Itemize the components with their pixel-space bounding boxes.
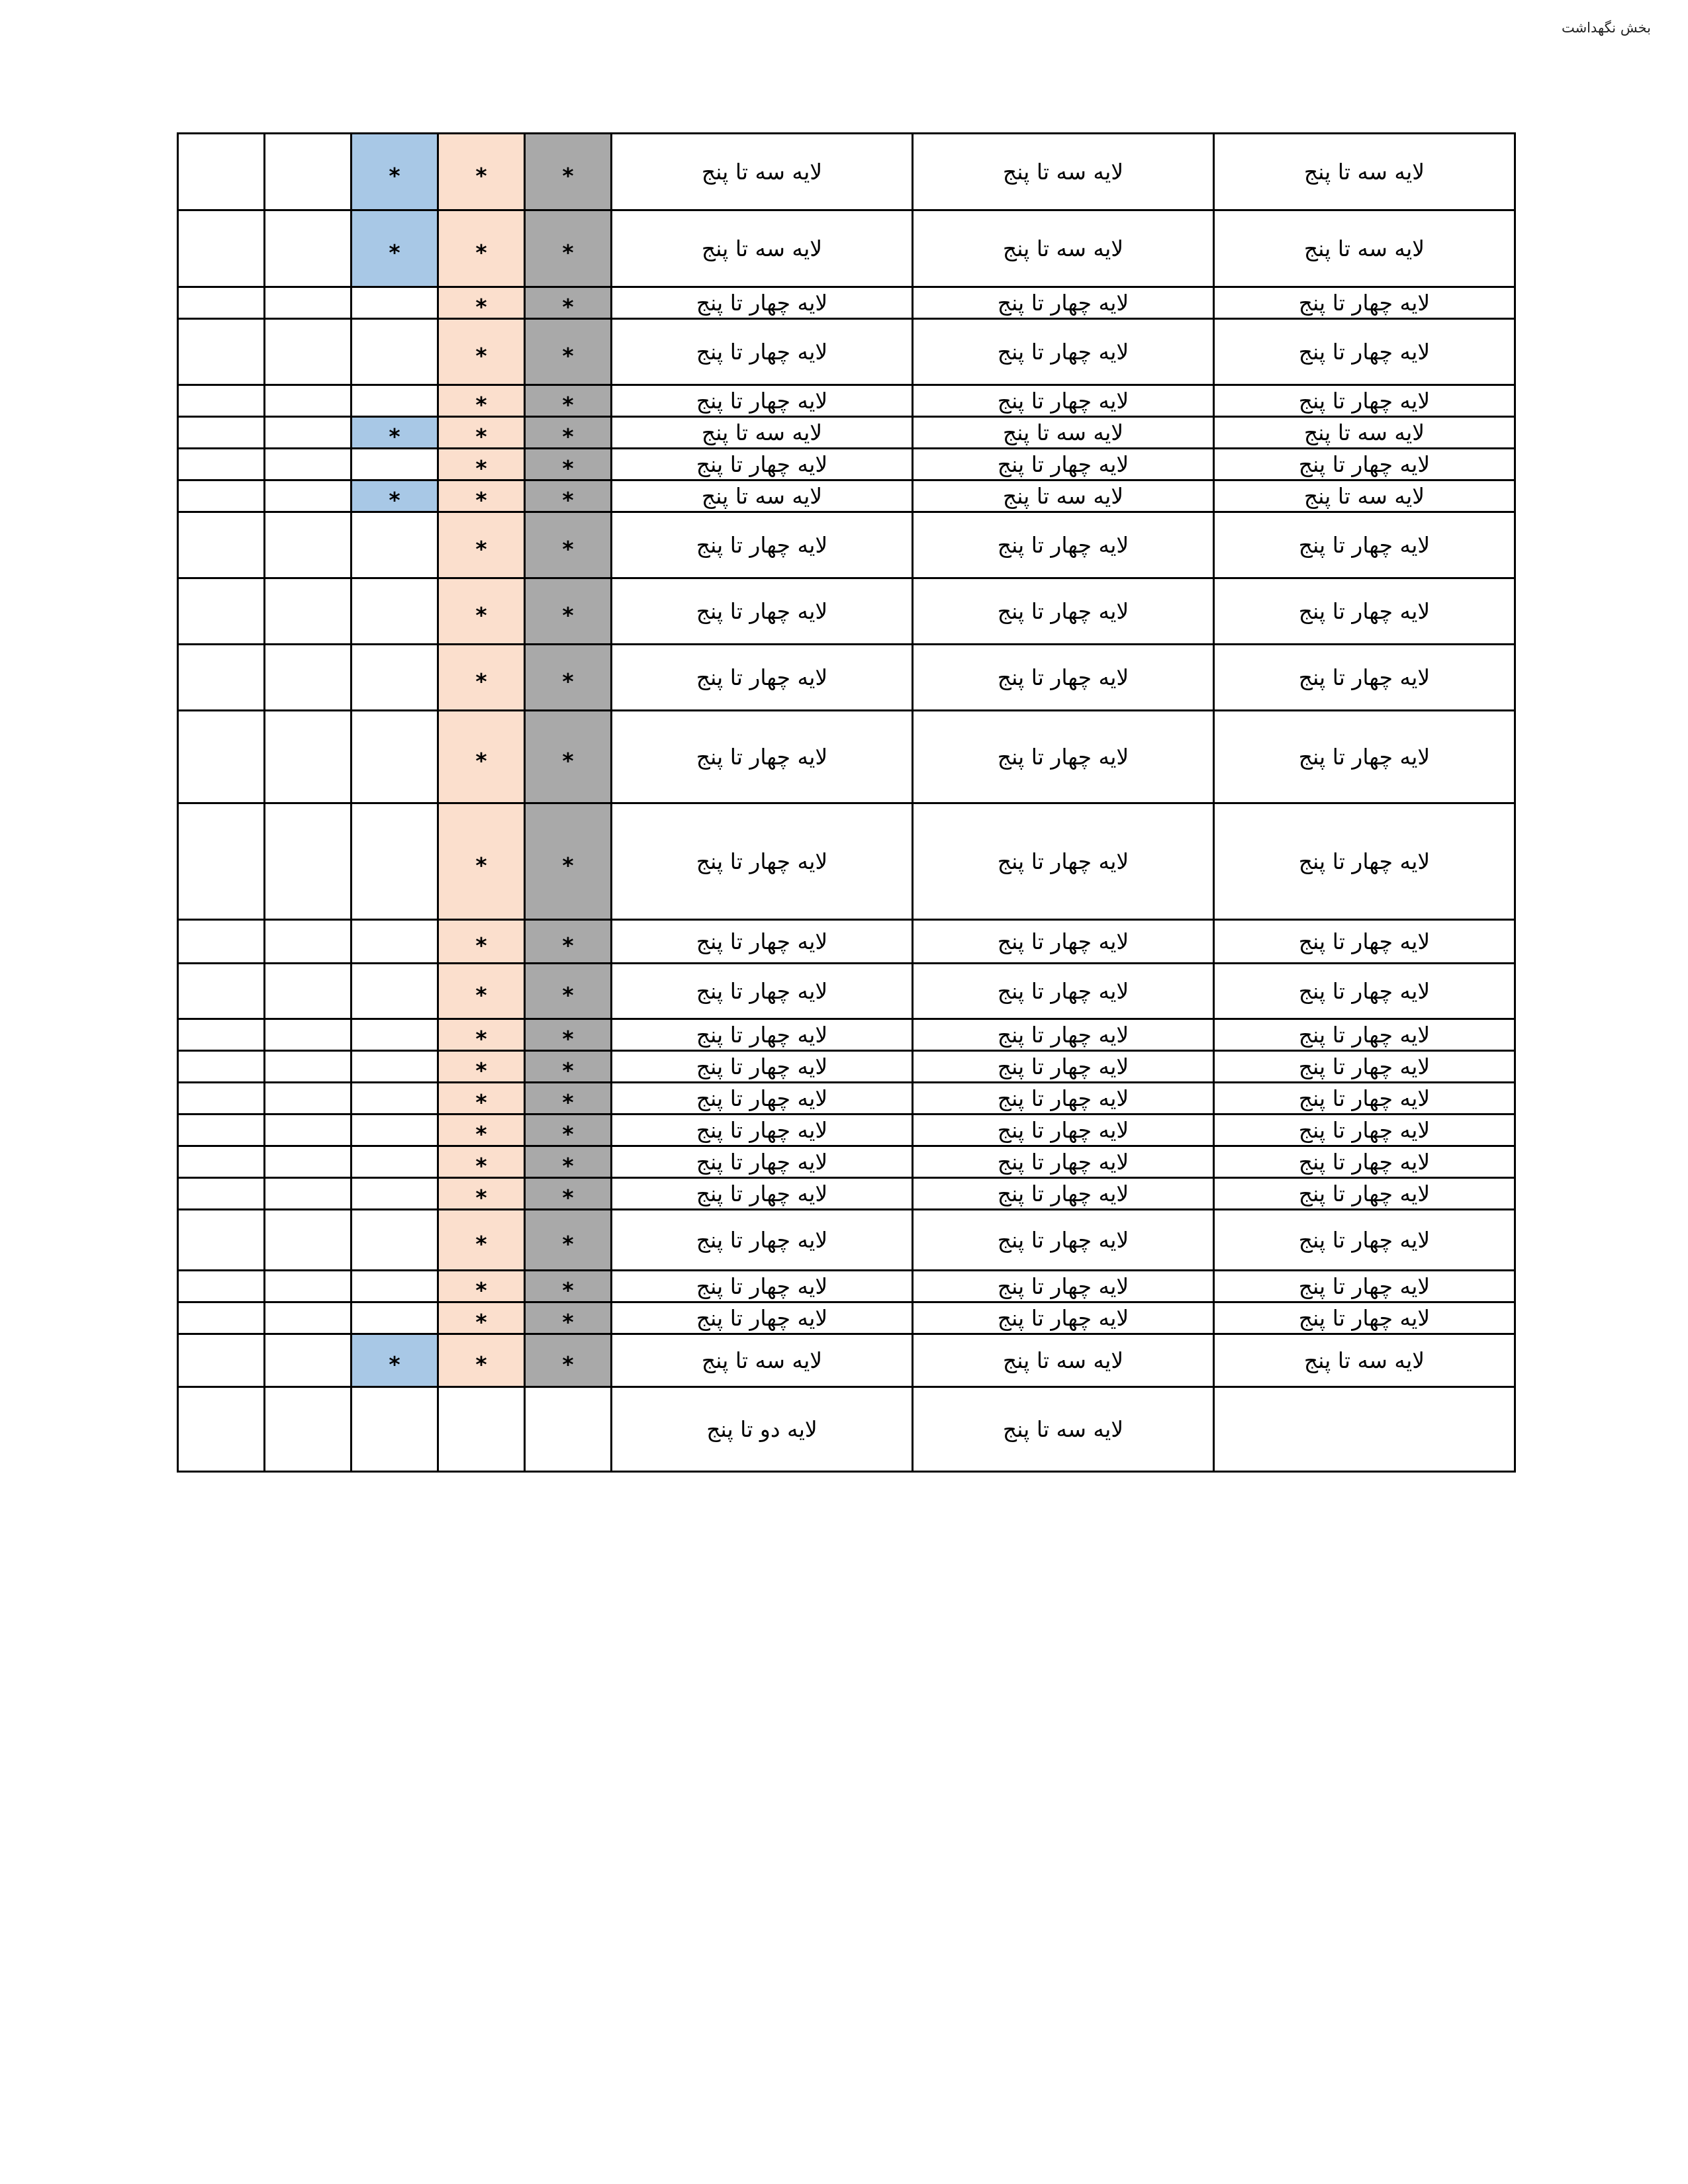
star-icon: * <box>389 239 400 265</box>
table-row <box>178 449 1515 480</box>
table-cell-text: لایه چهار تا پنج <box>1214 578 1515 645</box>
table-cell-mark <box>438 512 525 578</box>
table-row <box>178 1271 1515 1302</box>
table-cell-mark <box>352 1302 438 1334</box>
star-icon: * <box>475 1057 487 1083</box>
table-cell-mark <box>438 1178 525 1210</box>
table-row <box>178 385 1515 417</box>
table-cell-text: لایه چهار تا پنج <box>913 1146 1214 1178</box>
table-body <box>178 134 1515 1472</box>
table-cell-text: لایه چهار تا پنج <box>913 319 1214 385</box>
table-cell-mark <box>178 417 265 449</box>
table-cell-text: لایه چهار تا پنج <box>1214 449 1515 480</box>
table-cell-text: لایه سه تا پنج <box>913 1334 1214 1387</box>
table-cell-mark <box>178 134 265 210</box>
table-cell-mark <box>265 1302 352 1334</box>
table-cell-mark <box>525 1334 612 1387</box>
table-cell-text: لایه چهار تا پنج <box>612 1019 913 1051</box>
table-cell-mark <box>525 1387 612 1472</box>
star-icon: * <box>562 932 574 958</box>
table-cell-mark <box>265 417 352 449</box>
star-icon: * <box>475 668 487 694</box>
table-cell-mark <box>525 1210 612 1271</box>
star-icon: * <box>562 1351 574 1377</box>
table-row <box>178 512 1515 578</box>
table-cell-mark <box>525 210 612 287</box>
table-cell-mark <box>178 803 265 920</box>
star-icon: * <box>475 342 487 369</box>
star-icon: * <box>475 1230 487 1257</box>
table-cell-mark <box>265 1146 352 1178</box>
table-cell-text: لایه چهار تا پنج <box>913 287 1214 319</box>
table-cell-mark <box>352 578 438 645</box>
table-cell-text: لایه چهار تا پنج <box>612 512 913 578</box>
table-row <box>178 1146 1515 1178</box>
table-cell-text: لایه چهار تا پنج <box>612 711 913 803</box>
table-cell-text: لایه چهار تا پنج <box>1214 1019 1515 1051</box>
table-row <box>178 134 1515 210</box>
star-icon: * <box>475 391 487 418</box>
star-icon: * <box>389 486 400 513</box>
table-cell-mark <box>438 134 525 210</box>
table-cell-mark <box>265 1178 352 1210</box>
table-cell-mark <box>525 964 612 1019</box>
table-cell-mark <box>265 964 352 1019</box>
table-cell-mark <box>525 512 612 578</box>
table-cell-mark <box>178 480 265 512</box>
table-row <box>178 920 1515 964</box>
table-cell-text: لایه چهار تا پنج <box>612 1115 913 1146</box>
table-cell-mark <box>178 1210 265 1271</box>
table-cell-mark <box>525 711 612 803</box>
table-cell-mark <box>178 385 265 417</box>
table-cell-mark <box>178 319 265 385</box>
star-icon: * <box>475 239 487 265</box>
table-row <box>178 1115 1515 1146</box>
table-row <box>178 711 1515 803</box>
table-cell-mark <box>352 512 438 578</box>
table-cell-mark <box>352 964 438 1019</box>
table-cell-mark <box>438 964 525 1019</box>
page-header <box>0 13 1688 66</box>
table-cell-mark <box>525 319 612 385</box>
table-cell-text: لایه چهار تا پنج <box>1214 1302 1515 1334</box>
table-cell-text: لایه چهار تا پنج <box>913 1178 1214 1210</box>
star-icon: * <box>562 852 574 878</box>
star-icon: * <box>562 1057 574 1083</box>
table-cell-text: لایه چهار تا پنج <box>913 964 1214 1019</box>
star-icon: * <box>562 1120 574 1147</box>
table-cell-mark <box>265 711 352 803</box>
table-cell-mark <box>525 1302 612 1334</box>
star-icon: * <box>475 1351 487 1377</box>
star-icon: * <box>562 668 574 694</box>
star-icon: * <box>475 1089 487 1115</box>
star-icon: * <box>389 1351 400 1377</box>
table-cell-mark <box>178 1083 265 1115</box>
table-cell-mark <box>178 1146 265 1178</box>
table-cell-text: لایه چهار تا پنج <box>1214 385 1515 417</box>
table-cell-text: لایه چهار تا پنج <box>913 1271 1214 1302</box>
table-cell-text: لایه چهار تا پنج <box>1214 1210 1515 1271</box>
table-cell-mark <box>352 803 438 920</box>
table-cell-text: لایه سه تا پنج <box>1214 134 1515 210</box>
table-cell-text: لایه چهار تا پنج <box>612 1210 913 1271</box>
table-cell-mark <box>352 1083 438 1115</box>
table-cell-text: لایه چهار تا پنج <box>1214 1178 1515 1210</box>
table-cell-text: لایه سه تا پنج <box>913 134 1214 210</box>
table-cell-mark <box>352 1334 438 1387</box>
table-cell-mark <box>178 1115 265 1146</box>
star-icon: * <box>562 1025 574 1052</box>
table-cell-text: لایه دو تا پنج <box>612 1387 913 1472</box>
table-cell-mark <box>438 1210 525 1271</box>
table-cell-mark <box>525 1271 612 1302</box>
star-icon: * <box>562 342 574 369</box>
table-cell-mark <box>525 385 612 417</box>
table-cell-text: لایه سه تا پنج <box>612 210 913 287</box>
table-cell-text: لایه سه تا پنج <box>1214 1334 1515 1387</box>
table-cell-text: لایه چهار تا پنج <box>1214 1271 1515 1302</box>
table-cell-text: لایه چهار تا پنج <box>612 1271 913 1302</box>
table-cell-mark <box>352 385 438 417</box>
table-cell-text: لایه سه تا پنج <box>913 480 1214 512</box>
star-icon: * <box>562 747 574 774</box>
table-cell-text: لایه چهار تا پنج <box>612 803 913 920</box>
table-row <box>178 1083 1515 1115</box>
table-cell-mark <box>265 287 352 319</box>
table-cell-text: لایه سه تا پنج <box>612 480 913 512</box>
table-cell-text: لایه چهار تا پنج <box>913 920 1214 964</box>
table-cell-mark <box>438 1051 525 1083</box>
star-icon: * <box>562 1089 574 1115</box>
table-cell-mark <box>525 134 612 210</box>
star-icon: * <box>475 162 487 189</box>
table-cell-mark <box>265 1083 352 1115</box>
table-cell-mark <box>525 417 612 449</box>
table-cell-mark <box>525 578 612 645</box>
star-icon: * <box>475 852 487 878</box>
table-row <box>178 1019 1515 1051</box>
table-cell-text: لایه چهار تا پنج <box>1214 711 1515 803</box>
table-cell-mark <box>525 1115 612 1146</box>
star-icon: * <box>562 602 574 628</box>
table-cell-mark <box>438 417 525 449</box>
table-cell-mark <box>352 1210 438 1271</box>
table-cell-mark <box>178 1387 265 1472</box>
star-icon: * <box>475 455 487 481</box>
star-icon: * <box>475 486 487 513</box>
table-cell-text: لایه چهار تا پنج <box>612 1051 913 1083</box>
star-icon: * <box>475 293 487 320</box>
table-cell-mark <box>352 1271 438 1302</box>
table-cell-mark <box>178 1178 265 1210</box>
table-cell-mark <box>265 803 352 920</box>
star-icon: * <box>475 423 487 449</box>
table-cell-mark <box>178 287 265 319</box>
table-cell-mark <box>178 645 265 711</box>
table-cell-mark <box>265 449 352 480</box>
table-cell-mark <box>438 711 525 803</box>
star-icon: * <box>475 535 487 562</box>
table-cell-mark <box>352 645 438 711</box>
table-cell-mark <box>178 711 265 803</box>
table-cell-text: لایه سه تا پنج <box>612 417 913 449</box>
table-cell-mark <box>438 1146 525 1178</box>
star-icon: * <box>475 602 487 628</box>
table-cell-mark <box>438 1387 525 1472</box>
table-cell-text: لایه چهار تا پنج <box>612 578 913 645</box>
table-cell-text: لایه سه تا پنج <box>1214 210 1515 287</box>
star-icon: * <box>562 1152 574 1179</box>
star-icon: * <box>562 1184 574 1210</box>
table-cell-text: لایه چهار تا پنج <box>913 449 1214 480</box>
table-cell-text: لایه چهار تا پنج <box>1214 645 1515 711</box>
table-cell-mark <box>438 1019 525 1051</box>
table-cell-text: لایه چهار تا پنج <box>612 645 913 711</box>
table-cell-text: لایه چهار تا پنج <box>1214 920 1515 964</box>
table-cell-mark <box>178 1302 265 1334</box>
table-cell-mark <box>525 803 612 920</box>
table-cell-mark <box>438 1302 525 1334</box>
table-cell-text: لایه چهار تا پنج <box>612 385 913 417</box>
table-cell-mark <box>525 287 612 319</box>
table-cell-mark <box>525 449 612 480</box>
table-cell-mark <box>265 1019 352 1051</box>
table-row <box>178 210 1515 287</box>
table-cell-mark <box>352 287 438 319</box>
table-cell-mark <box>438 480 525 512</box>
table-row <box>178 417 1515 449</box>
table-cell-mark <box>265 645 352 711</box>
star-icon: * <box>475 932 487 958</box>
table-cell-mark <box>525 645 612 711</box>
table-cell-text: لایه سه تا پنج <box>1214 480 1515 512</box>
table-row <box>178 803 1515 920</box>
table-cell-mark <box>265 920 352 964</box>
table-cell-mark <box>265 1051 352 1083</box>
star-icon: * <box>475 1120 487 1147</box>
table-cell-mark <box>178 1019 265 1051</box>
star-icon: * <box>562 293 574 320</box>
table-cell-mark <box>525 920 612 964</box>
table-cell-mark <box>438 385 525 417</box>
table-cell-text: لایه چهار تا پنج <box>612 1302 913 1334</box>
table-cell-mark <box>178 512 265 578</box>
table-row <box>178 1210 1515 1271</box>
table-cell-mark <box>178 449 265 480</box>
table-cell-mark <box>438 920 525 964</box>
star-icon: * <box>562 1230 574 1257</box>
table-cell-mark <box>525 1083 612 1115</box>
table-cell-text: لایه چهار تا پنج <box>913 512 1214 578</box>
table-cell-text: لایه چهار تا پنج <box>913 578 1214 645</box>
table-row <box>178 480 1515 512</box>
table-cell-mark <box>178 578 265 645</box>
table-cell-mark <box>352 449 438 480</box>
table-cell-mark <box>265 512 352 578</box>
table-cell-mark <box>265 1334 352 1387</box>
table-cell-text: لایه چهار تا پنج <box>612 920 913 964</box>
table-cell-text: لایه چهار تا پنج <box>1214 512 1515 578</box>
table-cell-mark <box>265 385 352 417</box>
data-table-container <box>185 132 1516 1473</box>
table-cell-mark <box>265 134 352 210</box>
star-icon: * <box>562 162 574 189</box>
table-cell-text: لایه چهار تا پنج <box>913 645 1214 711</box>
star-icon: * <box>475 747 487 774</box>
table-cell-mark <box>352 1146 438 1178</box>
table-cell-mark <box>352 319 438 385</box>
table-cell-mark <box>438 1334 525 1387</box>
table-cell-mark <box>352 920 438 964</box>
star-icon: * <box>475 981 487 1008</box>
table-cell-mark <box>438 803 525 920</box>
star-icon: * <box>562 1308 574 1335</box>
table-row <box>178 1334 1515 1387</box>
table-cell-text: لایه چهار تا پنج <box>1214 964 1515 1019</box>
table-cell-mark <box>178 964 265 1019</box>
table-cell-mark <box>525 480 612 512</box>
table-cell-mark <box>438 1115 525 1146</box>
table-cell-text: لایه چهار تا پنج <box>1214 287 1515 319</box>
table-row <box>178 287 1515 319</box>
table-cell-mark <box>178 1051 265 1083</box>
star-icon: * <box>562 423 574 449</box>
star-icon: * <box>475 1277 487 1303</box>
table-cell-text: لایه سه تا پنج <box>913 1387 1214 1472</box>
table-cell-text: لایه سه تا پنج <box>913 210 1214 287</box>
table-cell-text: لایه چهار تا پنج <box>612 1178 913 1210</box>
table-cell-mark <box>265 1115 352 1146</box>
table-cell-text: لایه سه تا پنج <box>612 134 913 210</box>
table-cell-text: لایه چهار تا پنج <box>913 1302 1214 1334</box>
table-cell-text: لایه چهار تا پنج <box>612 1083 913 1115</box>
table-cell-text: لایه چهار تا پنج <box>1214 803 1515 920</box>
table-cell-mark <box>438 287 525 319</box>
table-cell-mark <box>265 210 352 287</box>
table-cell-mark <box>265 578 352 645</box>
table-cell-mark <box>438 645 525 711</box>
table-cell-text: لایه چهار تا پنج <box>1214 1146 1515 1178</box>
table-cell-text: لایه چهار تا پنج <box>913 1115 1214 1146</box>
table-cell-text: لایه چهار تا پنج <box>913 711 1214 803</box>
star-icon: * <box>475 1184 487 1210</box>
table-cell-mark <box>178 1271 265 1302</box>
table-cell-mark <box>178 1334 265 1387</box>
table-cell-mark <box>438 449 525 480</box>
table-cell-text: لایه چهار تا پنج <box>1214 1115 1515 1146</box>
star-icon: * <box>562 391 574 418</box>
header-mark-text: بخش نگهداشت <box>1561 20 1651 36</box>
table-row <box>178 964 1515 1019</box>
table-cell-mark <box>525 1146 612 1178</box>
table-cell-mark <box>438 210 525 287</box>
table-cell-text: لایه چهار تا پنج <box>612 1146 913 1178</box>
table-row <box>178 1051 1515 1083</box>
table-cell-mark <box>525 1019 612 1051</box>
star-icon: * <box>562 239 574 265</box>
star-icon: * <box>562 486 574 513</box>
table-cell-mark <box>178 210 265 287</box>
table-cell-mark <box>352 1115 438 1146</box>
table-cell-text: لایه چهار تا پنج <box>913 803 1214 920</box>
table-row <box>178 1387 1515 1472</box>
table-row <box>178 578 1515 645</box>
table-cell-mark <box>352 480 438 512</box>
table-cell-text: لایه سه تا پنج <box>1214 417 1515 449</box>
table-cell-text: لایه چهار تا پنج <box>1214 1051 1515 1083</box>
table-cell-mark <box>352 210 438 287</box>
table-cell-mark <box>265 1271 352 1302</box>
star-icon: * <box>475 1308 487 1335</box>
table-cell-text: لایه چهار تا پنج <box>612 449 913 480</box>
table-cell-mark <box>352 1387 438 1472</box>
table-cell-mark <box>352 1178 438 1210</box>
table-cell-mark <box>525 1178 612 1210</box>
table-cell-text: لایه چهار تا پنج <box>1214 1083 1515 1115</box>
table-cell-mark <box>178 920 265 964</box>
table-cell-text: لایه چهار تا پنج <box>913 1083 1214 1115</box>
table-cell-mark <box>438 1271 525 1302</box>
table-cell-text: لایه چهار تا پنج <box>612 319 913 385</box>
table-cell-text: لایه چهار تا پنج <box>612 287 913 319</box>
table-cell-mark <box>438 319 525 385</box>
table-cell-text: لایه چهار تا پنج <box>913 1051 1214 1083</box>
table-cell-mark <box>525 1051 612 1083</box>
table-row <box>178 319 1515 385</box>
table-cell-mark <box>352 417 438 449</box>
table-cell-text: لایه چهار تا پنج <box>913 385 1214 417</box>
star-icon: * <box>475 1152 487 1179</box>
table-cell-mark <box>352 1019 438 1051</box>
table-cell-text <box>1214 1387 1515 1472</box>
layer-coverage-table <box>177 132 1516 1473</box>
star-icon: * <box>562 535 574 562</box>
table-cell-mark <box>265 1387 352 1472</box>
table-row <box>178 1302 1515 1334</box>
table-cell-mark <box>352 711 438 803</box>
table-cell-text: لایه سه تا پنج <box>913 417 1214 449</box>
table-cell-mark <box>438 1083 525 1115</box>
star-icon: * <box>562 455 574 481</box>
table-cell-mark <box>352 134 438 210</box>
table-row <box>178 645 1515 711</box>
table-cell-text: لایه چهار تا پنج <box>913 1019 1214 1051</box>
star-icon: * <box>475 1025 487 1052</box>
star-icon: * <box>562 1277 574 1303</box>
table-row <box>178 1178 1515 1210</box>
table-cell-text: لایه چهار تا پنج <box>913 1210 1214 1271</box>
table-cell-mark <box>265 480 352 512</box>
table-cell-text: لایه چهار تا پنج <box>612 964 913 1019</box>
table-cell-mark <box>265 1210 352 1271</box>
table-cell-mark <box>265 319 352 385</box>
table-cell-text: لایه چهار تا پنج <box>1214 319 1515 385</box>
star-icon: * <box>389 423 400 449</box>
table-cell-text: لایه سه تا پنج <box>612 1334 913 1387</box>
table-cell-mark <box>352 1051 438 1083</box>
table-cell-mark <box>438 578 525 645</box>
star-icon: * <box>562 981 574 1008</box>
star-icon: * <box>389 162 400 189</box>
